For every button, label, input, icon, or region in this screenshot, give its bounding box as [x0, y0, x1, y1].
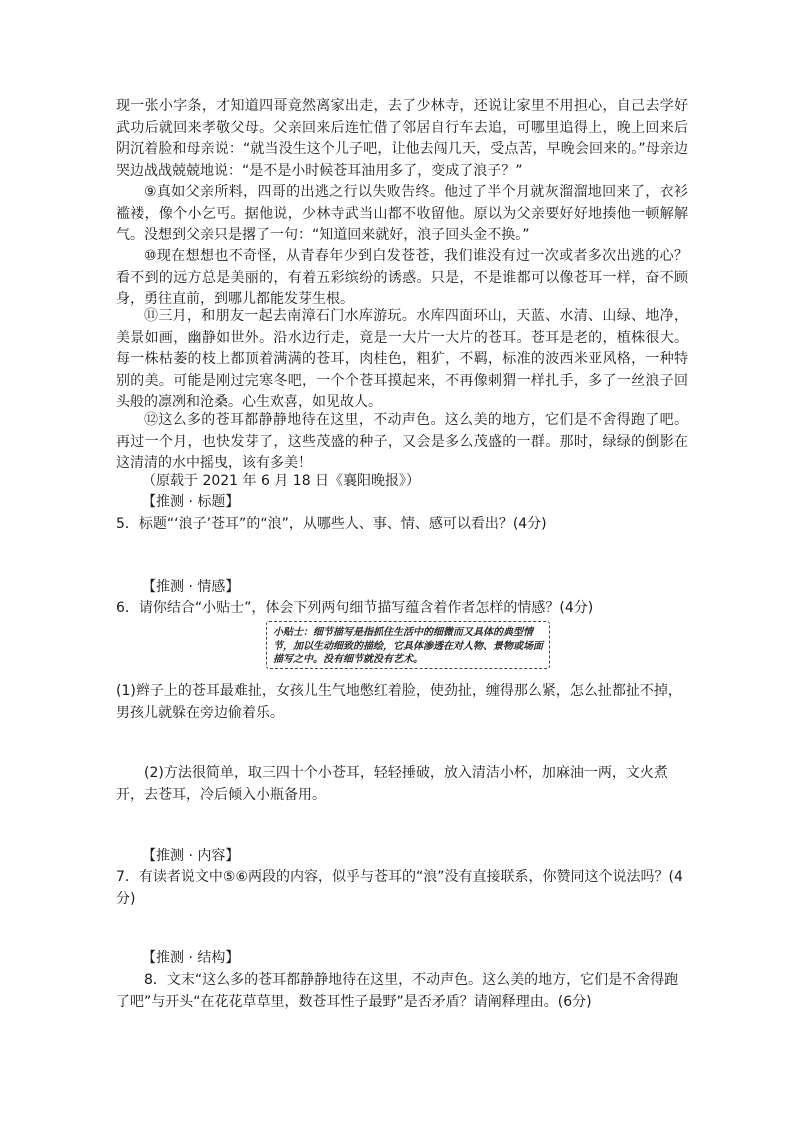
- paragraph-10: ⑩现在想想也不奇怪，从青春年少到白发苍苍，我们谁没有过一次或者多次出逃的心？看不到的远方总是美丽的，有着五彩缤纷的诱惑。只是，不是谁都可以像苍耳一样，奋不顾身，勇往直前，到哪儿都能发芽生根。: [116, 248, 688, 307]
- paragraph-9: ⑨真如父亲所料，四哥的出逃之行以失败告终。他过了半个月就灰溜溜地回来了，衣衫褴褛，像个小乞丐。据他说，少林寺武当山都不收留他。原以为父亲要好好地揍他一顿解解气。没想到父亲只是撂了一句：“知道回来就好，浪子回头金不换。”: [116, 184, 688, 243]
- question-6: 6．请你结合“小贴士”，体会下列两句细节描写蕴含着作者怎样的情感？(4分): [116, 600, 594, 616]
- section-heading-content: 【推测 · 内容】: [142, 848, 240, 864]
- tip-text: 细节描写是指抓住生活中的细微而又具体的典型情节，加以生动细致的描绘，它具体渗透在对人物、景物或场面描写之中。没有细节就没有艺术。: [273, 627, 543, 665]
- paragraph-11: ⑪三月，和朋友一起去南漳石门水库游玩。水库四面环山，天蓝、水清、山绿、地净，美景如画，幽静如世外。沿水边行走，竟是一大片一大片的苍耳。苍耳是老的，植株很大。每一株枯萎的枝上都顶着满满的苍耳，肉桂色，粗犷，不羁，标准的波西米亚风格，一种特别的美。可能是刚过完寒冬吧，一个个苍耳摸起来，不再像刺猬一样扎手，多了一丝浪子回头般的凛冽和沧桑。心生欢喜，如见故人。: [116, 308, 688, 410]
- question-5: 5．标题“‘浪子’苍耳”的“浪”，从哪些人、事、情、感可以看出？(4分): [116, 516, 547, 532]
- paragraph-continued: 现一张小字条，才知道四哥竟然离家出走，去了少林寺，还说让家里不用担心，自己去学好武功后就回来孝敬父母。父亲回来后连忙借了邻居自行车去追，可哪里追得上，晚上回来后阴沉着脸和母亲说：“就当没生这个儿子吧，让他去闯几天，受点苦，早晚会回来的。”母亲边哭边战战兢兢地说：“是不是小时候苍耳油用多了，变成了浪子？”: [116, 98, 688, 179]
- paragraph-12: ⑫这么多的苍耳都静静地待在这里，不动声色。这么美的地方，它们是不舍得跑了吧。再过一个月，也快发芽了，这些茂盛的种子，又会是多么茂盛的一群。那时，绿绿的倒影在这清清的水中摇曳，该有多美！: [116, 412, 688, 471]
- section-heading-title: 【推测 · 标题】: [142, 494, 240, 510]
- question-6-part-1: (1)辫子上的苍耳最难扯，女孩儿生气地憋红着脸，使劲扯，缠得那么紧，怎么扯都扯不掉，男孩儿就躲在旁边偷着乐。: [116, 683, 682, 721]
- question-8: 8．文末“这么多的苍耳都静静地待在这里，不动声色。这么美的地方，它们是不舍得跑了吧”与开头“在花花草草里，数苍耳性子最野”是否矛盾？请阐释理由。(6分): [116, 972, 679, 1010]
- tip-box: [266, 621, 550, 669]
- section-heading-structure: 【推测 · 结构】: [142, 950, 240, 966]
- section-heading-emotion: 【推测 · 情感】: [142, 579, 240, 595]
- source-note: （原载于 2021 年 6 月 18 日《襄阳晚报》）: [142, 473, 421, 489]
- tip-label: 小贴士：: [273, 627, 313, 638]
- question-6-part-2: (2)方法很简单，取三四十个小苍耳，轻轻捶破，放入清洁小杯，加麻油一两，文火煮开，去苍耳，冷后倾入小瓶备用。: [116, 765, 668, 803]
- question-7: 7．有读者说文中⑤⑥两段的内容，似乎与苍耳的“浪”没有直接联系，你赞同这个说法吗？(4分): [116, 869, 683, 907]
